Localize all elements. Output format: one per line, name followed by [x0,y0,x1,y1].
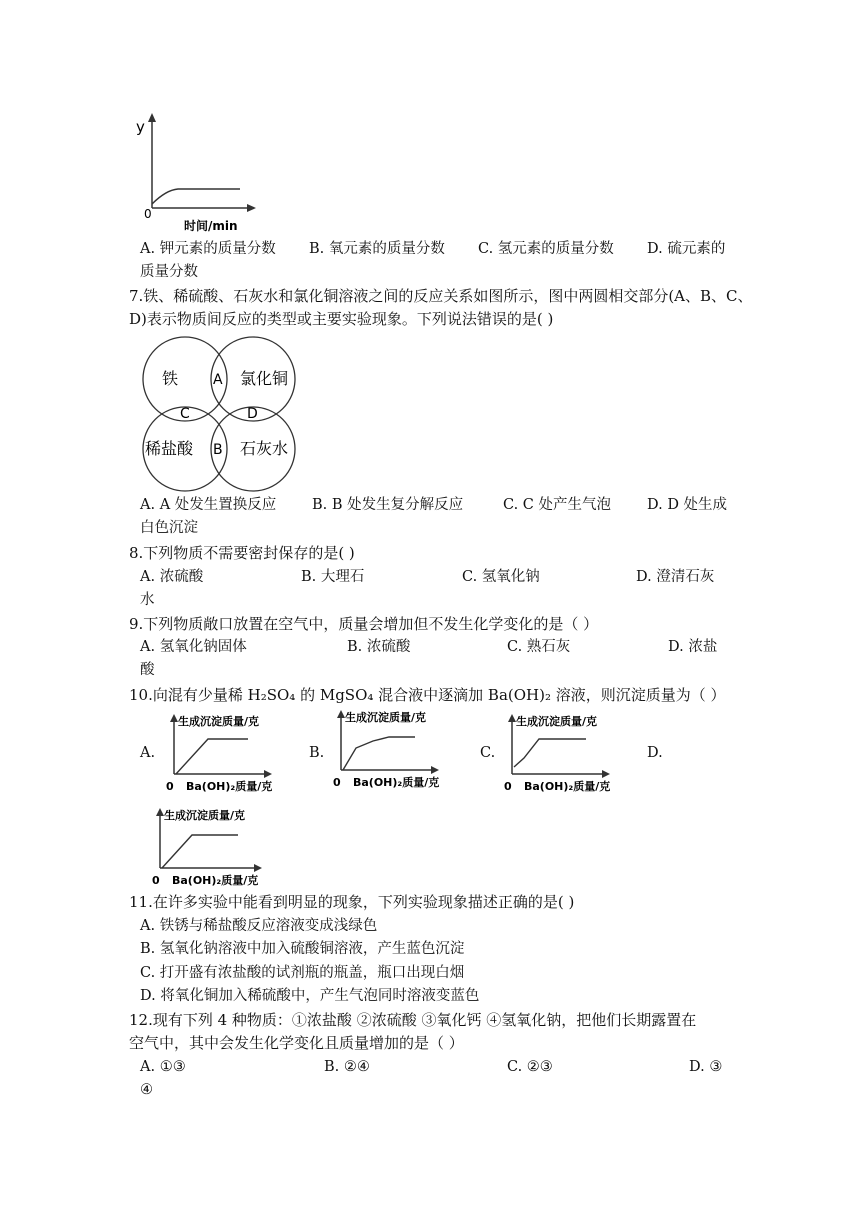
venn-region-c: C [180,406,190,422]
q10-option-c-letter: C. [480,745,496,761]
q10-option-a-letter: A. [140,745,156,761]
q11-option-a: A. 铁锈与稀盐酸反应溶液变成浅绿色 [140,918,378,934]
q10-graph-a-x-label: Ba(OH)₂质量/克 [186,780,273,793]
q10-graph-b-curve [343,737,415,770]
q7-stem-line2: D)表示物质间反应的类型或主要实验现象。下列说法错误的是( ) [129,310,554,328]
q6-option-c: C. 氢元素的质量分数 [478,241,614,257]
q10-graph-d-curve [162,835,238,868]
q6-curve [152,189,240,204]
q6-graph-origin: 0 [144,207,152,221]
venn-region-b: B [213,442,223,458]
q11-option-d: D. 将氧化铜加入稀硫酸中，产生气泡同时溶液变蓝色 [140,988,480,1004]
q10-graph-b [323,708,443,792]
q7-stem-line1: 7.铁、稀硫酸、石灰水和氯化铜溶液之间的反应关系如图所示，图中两圆相交部分(A、B、C、 [129,287,753,305]
q10-graph-a-curve [176,739,248,774]
q10-graph-c [494,712,614,796]
q7-venn-diagram [140,335,304,493]
q9-stem: 9.下列物质敞口放置在空气中，质量会增加但不发生化学变化的是（ ） [129,615,599,633]
q10-graph-d-x-label: Ba(OH)₂质量/克 [172,874,259,887]
q12-stem-line1: 12.现有下列 4 种物质：①浓盐酸 ②浓硫酸 ③氧化钙 ④氢氧化钠，把他们长期露置在 [129,1011,697,1029]
q10-graph-b-x-label: Ba(OH)₂质量/克 [353,776,440,789]
q12-option-d: D. ③ [689,1059,723,1075]
q6-option-d: D. 硫元素的 [647,241,726,257]
q12-option-a: A. ①③ [140,1059,186,1075]
venn-label-limewater: 石灰水 [240,439,289,458]
q10-graph-c-y-label: 生成沉淀质量/克 [516,715,598,728]
q8-option-a: A. 浓硫酸 [140,569,204,585]
q12-option-d-wrap: ④ [140,1082,153,1098]
q10-graph-d [142,806,266,890]
q10-graph-d-y-label: 生成沉淀质量/克 [164,809,246,822]
q12-option-c: C. ②③ [507,1059,553,1075]
q9-option-d-wrap: 酸 [140,662,155,678]
q10-graph-a-origin: 0 [166,780,174,793]
q11-option-c: C. 打开盛有浓盐酸的试剂瓶的瓶盖，瓶口出现白烟 [140,965,465,981]
q10-option-b-letter: B. [309,745,325,761]
venn-label-copper-chloride: 氯化铜 [240,369,289,388]
q6-option-a: A. 钾元素的质量分数 [140,241,276,257]
q8-option-b: B. 大理石 [301,569,365,585]
q7-option-d-wrap: 白色沉淀 [140,520,198,536]
q9-option-a: A. 氢氧化钠固体 [140,639,247,655]
venn-region-d: D [247,406,258,422]
q8-option-c: C. 氢氧化钠 [462,569,540,585]
q10-graph-b-y-label: 生成沉淀质量/克 [345,711,427,724]
q10-graph-d-origin: 0 [152,874,160,887]
q10-stem: 10.向混有少量稀 H₂SO₄ 的 MgSO₄ 混合液中逐滴加 Ba(OH)₂ 溶液，则沉淀质量为（ ） [129,686,726,704]
venn-region-a: A [213,372,223,388]
q6-option-d-wrap: 质量分数 [140,264,198,280]
q10-option-d-letter: D. [647,745,663,761]
q8-option-d: D. 澄清石灰 [636,569,715,585]
q6-graph-x-label: 时间/min [184,219,238,233]
q12-option-b: B. ②④ [324,1059,370,1075]
q11-stem: 11.在许多实验中能看到明显的现象，下列实验现象描述正确的是( ) [129,893,575,911]
q11-option-b: B. 氢氧化钠溶液中加入硫酸铜溶液，产生蓝色沉淀 [140,941,465,957]
q7-option-c: C. C 处产生气泡 [503,497,611,513]
q10-graph-a-y-label: 生成沉淀质量/克 [178,715,260,728]
q10-graph-b-origin: 0 [333,776,341,789]
q10-graph-c-x-label: Ba(OH)₂质量/克 [524,780,611,793]
q9-option-d: D. 浓盐 [668,639,718,655]
q7-option-a: A. A 处发生置换反应 [140,497,277,513]
q7-option-d: D. D 处生成 [647,497,728,513]
q6-option-b: B. 氧元素的质量分数 [309,241,445,257]
q10-graph-c-origin: 0 [504,780,512,793]
q9-option-b: B. 浓硫酸 [347,639,411,655]
q10-graph-a [156,712,276,796]
q8-option-d-wrap: 水 [140,592,155,608]
q8-stem: 8.下列物质不需要密封保存的是( ) [129,544,355,562]
q9-option-c: C. 熟石灰 [507,639,571,655]
q12-stem-line2: 空气中，其中会发生化学变化且质量增加的是（ ） [129,1034,464,1052]
q7-option-b: B. B 处发生复分解反应 [312,497,464,513]
q6-graph [132,112,256,236]
venn-label-dilute-acid: 稀盐酸 [145,439,194,458]
venn-label-iron: 铁 [162,369,179,388]
q10-graph-c-curve [514,739,586,767]
q6-graph-y-label: y [136,118,145,136]
